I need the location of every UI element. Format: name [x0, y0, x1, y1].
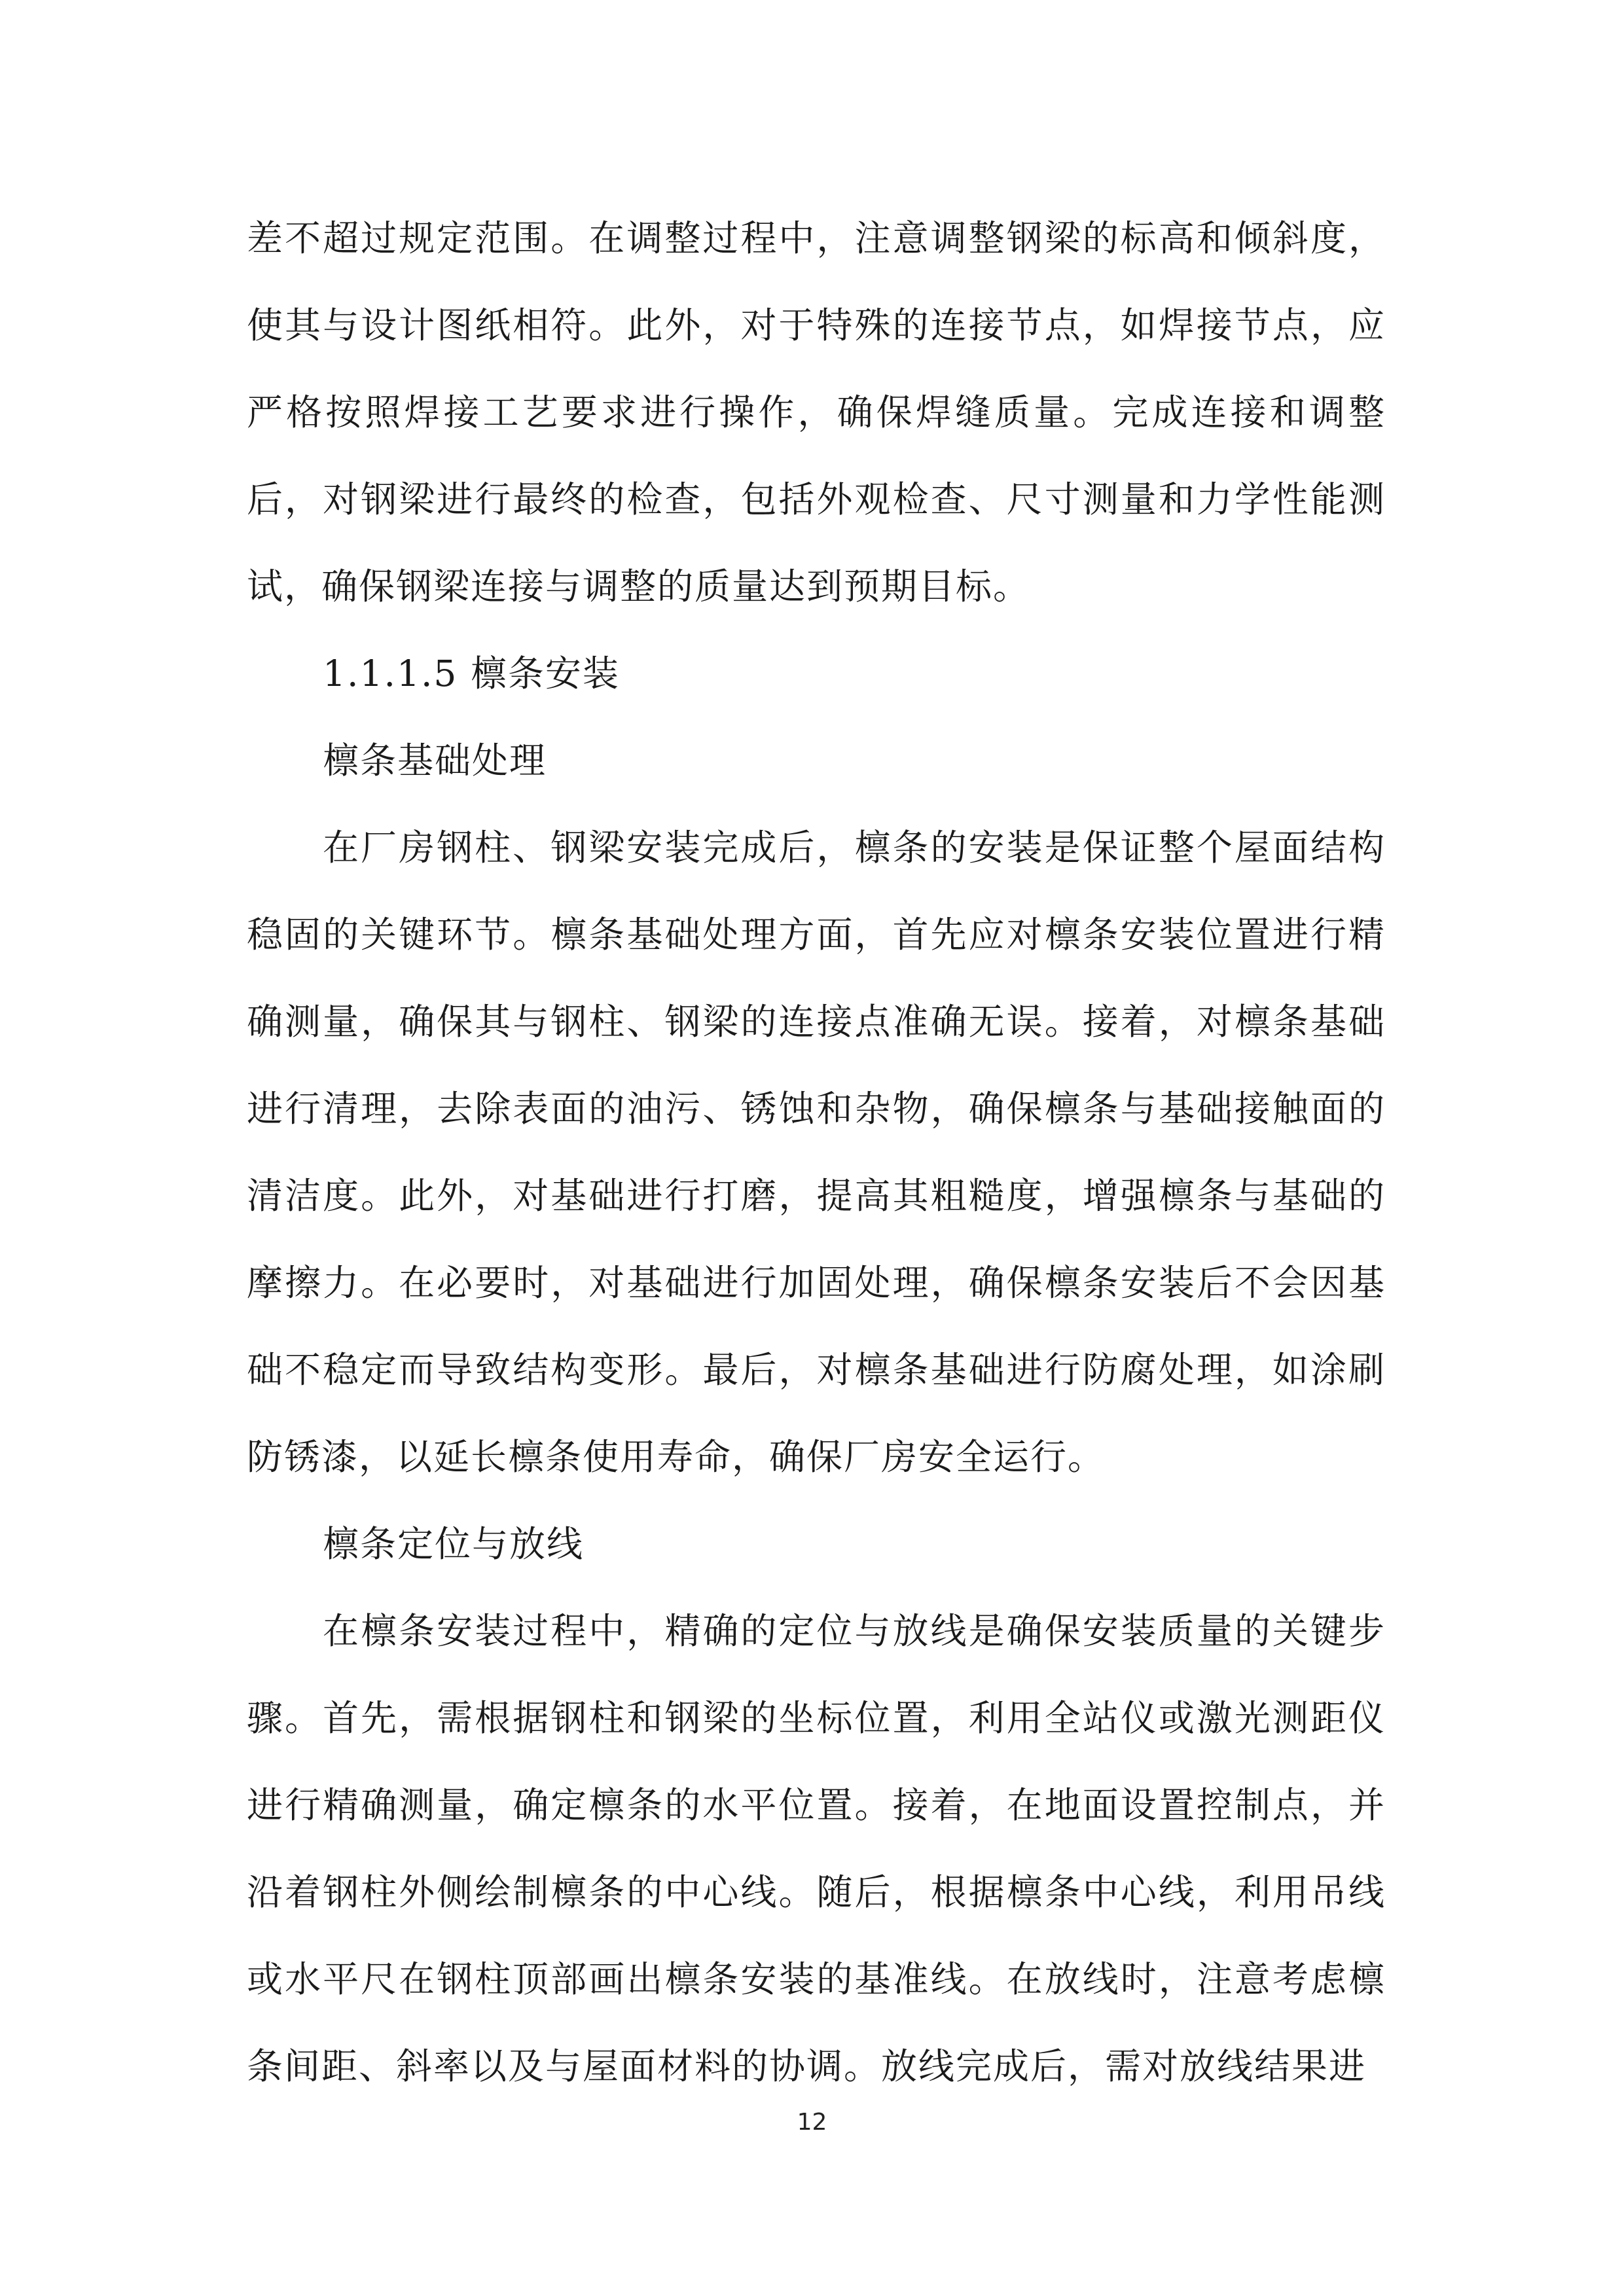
paragraph-purlin-positioning: 在檩条安装过程中，精确的定位与放线是确保安装质量的关键步骤。首先，需根据钢柱和钢梁的坐标位置，利用全站仪或激光测距仪进行精确测量，确定檩条的水平位置。接着，在地面设置控制点，并沿着钢柱外侧绘制檩条的中心线。随后，根据檩条中心线，利用吊线或水平尺在钢柱顶部画出檩条安装的基准线。在放线时，注意考虑檩条间距、斜率以及与屋面材料的协调。放线完成后，需对放线结果进	[247, 1610, 1386, 2087]
section-heading: 1.1.1.5 檩条安装	[323, 653, 620, 694]
subheading-purlin-foundation: 檩条基础处理	[323, 740, 547, 781]
page-number: 12	[797, 2109, 827, 2136]
document-body	[247, 195, 1386, 2110]
paragraph-continuation: 差不超过规定范围。在调整过程中，注意调整钢梁的标高和倾斜度，使其与设计图纸相符。此外，对于特殊的连接节点，如焊接节点，应严格按照焊接工艺要求进行操作，确保焊缝质量。完成连接和调整后，对钢梁进行最终的检查，包括外观检查、尺寸测量和力学性能测试，确保钢梁连接与调整的质量达到预期目标。	[247, 217, 1386, 607]
paragraph-purlin-foundation: 在厂房钢柱、钢梁安装完成后，檩条的安装是保证整个屋面结构稳固的关键环节。檩条基础处理方面，首先应对檩条安装位置进行精确测量，确保其与钢柱、钢梁的连接点准确无误。接着，对檩条基础进行清理，去除表面的油污、锈蚀和杂物，确保檩条与基础接触面的清洁度。此外，对基础进行打磨，提高其粗糙度，增强檩条与基础的摩擦力。在必要时，对基础进行加固处理，确保檩条安装后不会因基础不稳定而导致结构变形。最后，对檩条基础进行防腐处理，如涂刷防锈漆，以延长檩条使用寿命，确保厂房安全运行。	[247, 827, 1386, 1478]
subheading-purlin-positioning: 檩条定位与放线	[323, 1523, 585, 1565]
